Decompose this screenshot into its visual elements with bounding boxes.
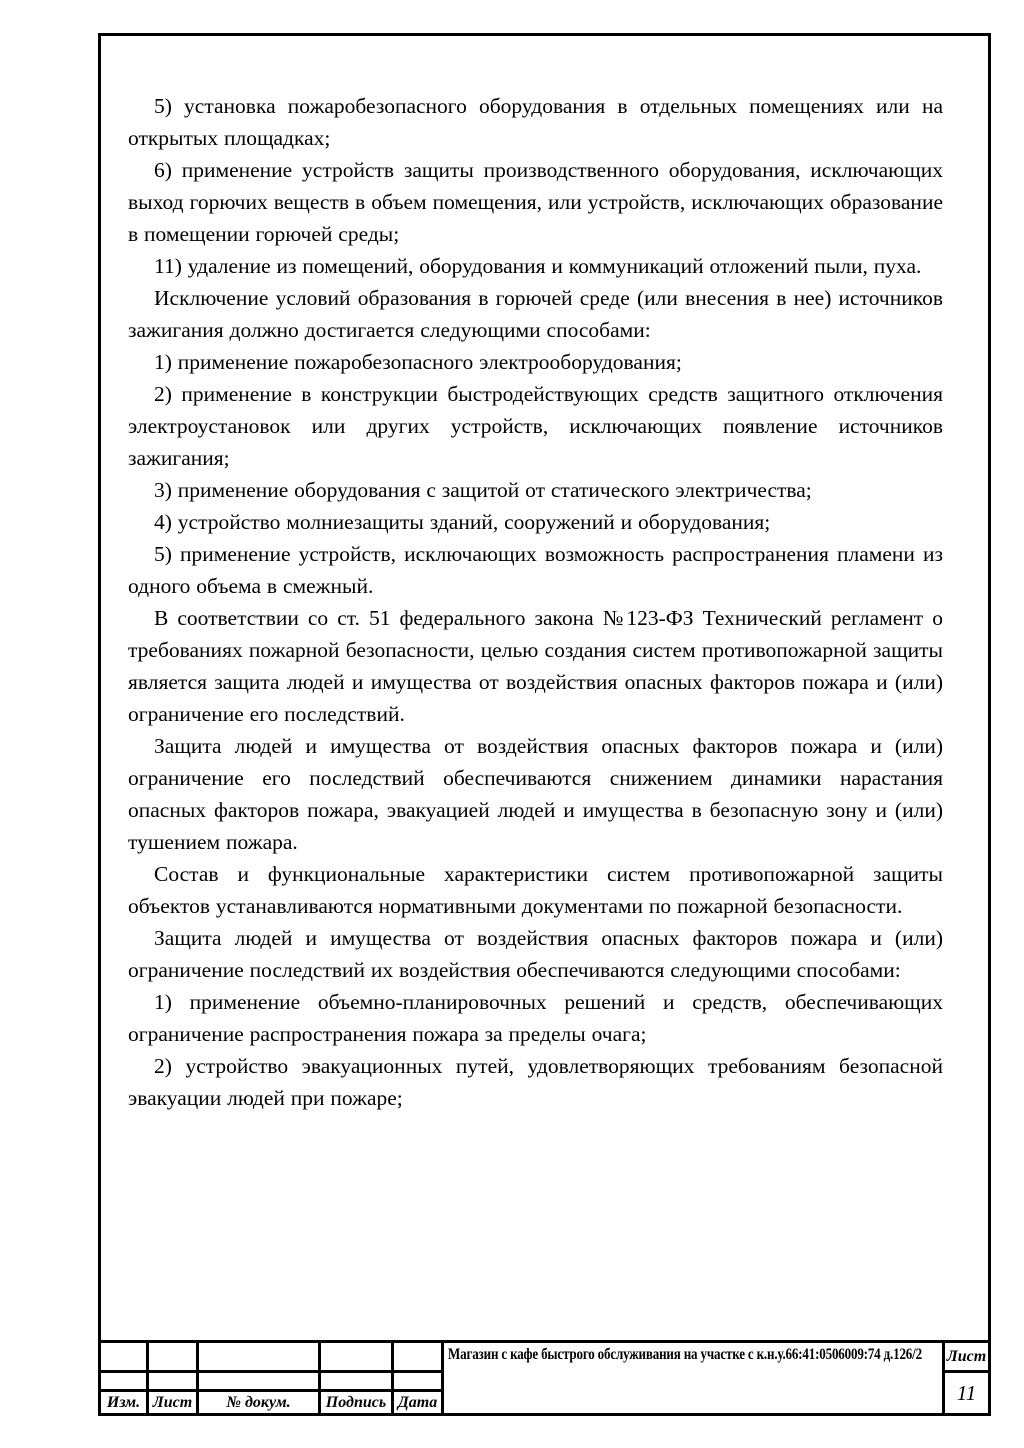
paragraph-protection-methods-intro: Защита людей и имущества от воздействия опасных факторов пожара и (или) ограничение последствий их воздействия обеспечиваются следующими способами: (128, 926, 943, 982)
sheet-label-cell: Лист (945, 1343, 988, 1370)
document-frame (98, 33, 991, 1416)
paragraph-item-6-protection-devices: 6) применение устройств защиты производственного оборудования, исключающих выход горючих веществ в объем помещения, или устройств, исключающих образование в помещении горючей среды; (128, 158, 943, 246)
titleblock-label-doc-num: № докум. (199, 1392, 318, 1413)
paragraph-item-1-electrical: 1) применение пожаробезопасного электрооборудования; (154, 350, 682, 374)
revision-cell-r1-c4 (321, 1343, 391, 1370)
revision-cell-r1-c2 (149, 1343, 196, 1370)
paragraph-ignition-exclusion-intro: Исключение условий образования в горючей среде (или внесения в нее) источников зажигания должно достигается следующими способами: (128, 286, 943, 342)
revision-cell-r2-c1 (101, 1373, 146, 1389)
titleblock-label-izm: Изм. (101, 1392, 146, 1413)
document-body-text (128, 90, 943, 1114)
paragraph-protection-dynamics: Защита людей и имущества от воздействия опасных факторов пожара и (или) ограничение его последствий обеспечиваются снижением динамики нарастания опасных факторов пожара, эвакуацией людей и имущества в безопасную зону и (или) тушением пожара. (128, 734, 943, 854)
paragraph-system-characteristics: Состав и функциональные характеристики систем противопожарной защиты объектов устанавливаются нормативными документами по пожарной безопасности. (128, 862, 943, 918)
paragraph-method-2-evacuation: 2) устройство эвакуационных путей, удовлетворяющих требованиям безопасной эвакуации людей при пожаре; (128, 1054, 943, 1110)
revision-cell-r2-c4 (321, 1373, 391, 1389)
project-title-text: Магазин с кафе быстрого обслуживания на участке с к.н.у.66:41:0506009:74 д.126/2 (448, 1346, 922, 1363)
paragraph-law-123-fz: В соответствии со ст. 51 федерального закона №123-ФЗ Технический регламент о требованиях пожарной безопасности, целью создания систем противопожарной защиты является защита людей и имущества от воздействия опасных факторов пожара и (или) ограничение его последствий. (128, 606, 943, 726)
paragraph-item-5-flame-spread: 5) применение устройств, исключающих возможность распространения пламени из одного объема в смежный. (128, 542, 943, 598)
gost-title-block (101, 1340, 988, 1413)
paragraph-item-3-static-electricity: 3) применение оборудования с защитой от статического электричества; (154, 478, 812, 502)
revision-cell-r2-c3 (199, 1373, 318, 1389)
titleblock-label-podpis: Подпись (321, 1392, 391, 1413)
titleblock-label-list: Лист (149, 1392, 196, 1413)
sheet-number-cell: 11 (945, 1373, 988, 1413)
paragraph-item-2-fast-shutdown: 2) применение в конструкции быстродействующих средств защитного отключения электроустановок или других устройств, исключающих появление источников зажигания; (128, 382, 943, 470)
titleblock-label-data: Дата (394, 1392, 441, 1413)
paragraph-method-1-planning: 1) применение объемно-планировочных решений и средств, обеспечивающих ограничение распространения пожара за пределы очага; (128, 990, 943, 1046)
revision-cell-r1-c3 (199, 1343, 318, 1370)
project-title-cell (444, 1343, 942, 1413)
revision-cell-r2-c2 (149, 1373, 196, 1389)
revision-cell-r1-c5 (394, 1343, 441, 1370)
paragraph-item-11-dust-removal: 11) удаление из помещений, оборудования и коммуникаций отложений пыли, пуха. (154, 254, 922, 278)
revision-cell-r2-c5 (394, 1373, 441, 1389)
revision-cell-r1-c1 (101, 1343, 146, 1370)
paragraph-item-5-equipment: 5) установка пожаробезопасного оборудования в отдельных помещениях или на открытых площадках; (128, 94, 943, 150)
paragraph-item-4-lightning-protection: 4) устройство молниезащиты зданий, сооружений и оборудования; (154, 510, 771, 534)
